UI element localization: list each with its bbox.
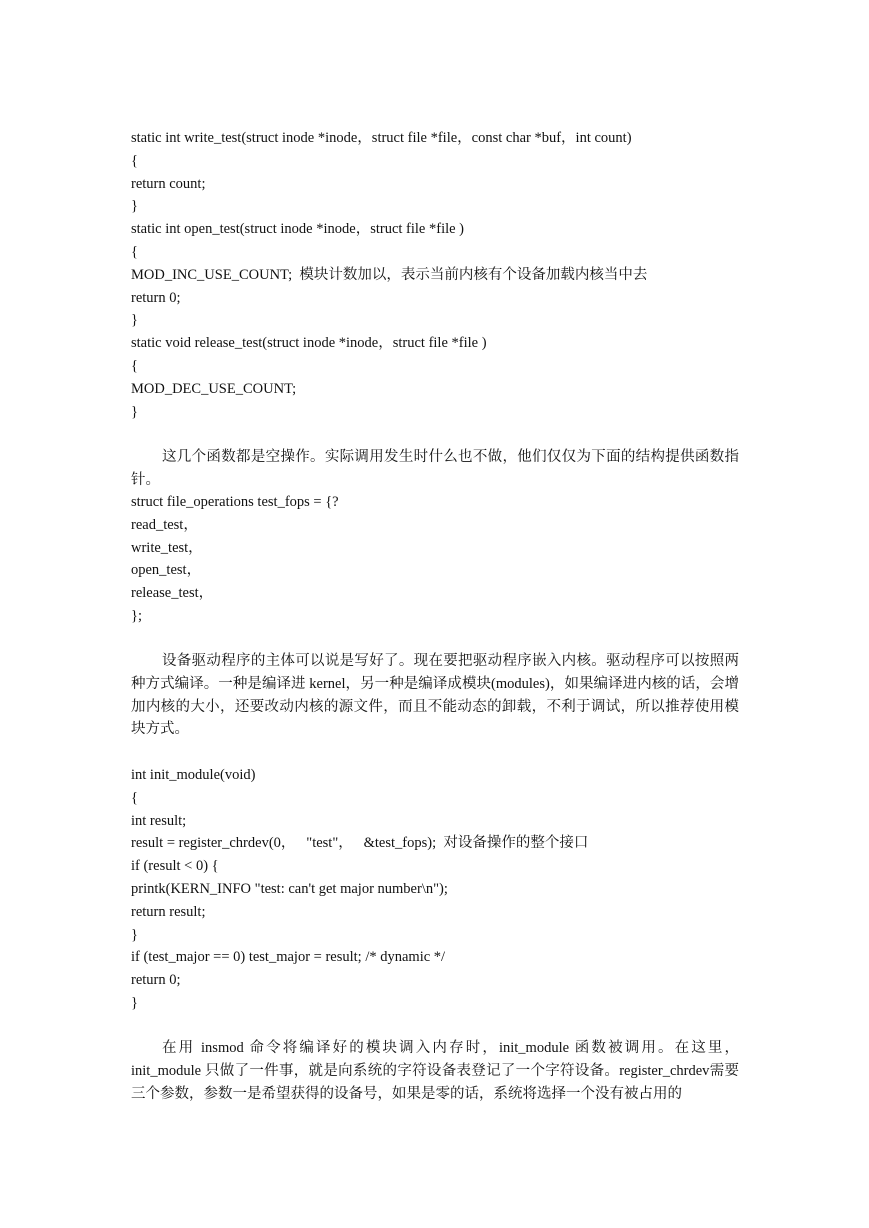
code-line: {	[131, 789, 138, 806]
code-line: return 0;	[131, 289, 181, 306]
code-block-fops-struct	[131, 491, 339, 628]
code-line: struct file_operations test_fops = {?	[131, 494, 339, 510]
code-line: static int open_test(struct inode *inode，struct file *file )	[131, 221, 465, 238]
code-block-init-module	[131, 764, 588, 1015]
code-line: return result;	[131, 903, 206, 920]
code-block-file-ops-functions	[131, 127, 647, 423]
code-line: }	[131, 926, 138, 943]
code-line: {	[131, 243, 138, 260]
code-line: static int write_test(struct inode *inode，struct file *file，const char *buf，int count)	[131, 130, 632, 146]
code-line: release_test，	[131, 585, 214, 602]
code-line: {	[131, 152, 138, 169]
code-line: {	[131, 357, 138, 374]
code-line: MOD_INC_USE_COUNT; 模块计数加以，表示当前内核有个设备加载内核当中去	[131, 266, 648, 283]
paragraph-compile-methods: 设备驱动程序的主体可以说是写好了。现在要把驱动程序嵌入内核。驱动程序可以按照两种方式编译。一种是编译进 kernel，另一种是编译成模块(modules)，如果编译进内核的话，会增加内核的大小，还要改动内核的源文件，而且不能动态的卸载，不利于调试，所以推荐使用模块方式。	[131, 653, 739, 738]
code-line: int init_module(void)	[131, 767, 256, 783]
code-line: }	[131, 198, 138, 215]
code-line: }	[131, 994, 138, 1011]
code-line: write_test，	[131, 539, 203, 556]
code-line: };	[131, 607, 142, 624]
paragraph-empty-operations: 这几个函数都是空操作。实际调用发生时什么也不做，他们仅仅为下面的结构提供函数指针。	[131, 449, 739, 488]
code-line: result = register_chrdev(0， "test"， &test_fops); 对设备操作的整个接口	[131, 835, 589, 852]
code-line: open_test，	[131, 562, 202, 579]
code-line: }	[131, 403, 138, 420]
code-line: if (result < 0) {	[131, 858, 219, 875]
code-line: MOD_DEC_USE_COUNT;	[131, 380, 297, 397]
code-line: static void release_test(struct inode *inode，struct file *file )	[131, 335, 487, 352]
code-line: if (test_major == 0) test_major = result; /* dynamic */	[131, 949, 446, 966]
code-line: int result;	[131, 812, 187, 829]
code-line: }	[131, 312, 138, 329]
code-line: read_test，	[131, 516, 198, 533]
code-line: printk(KERN_INFO "test: can't get major number\n");	[131, 880, 448, 897]
code-line: return 0;	[131, 972, 181, 989]
code-line: return count;	[131, 175, 206, 192]
paragraph-insmod-explanation: 在用 insmod 命令将编译好的模块调入内存时，init_module 函数被调用。在这里，init_module 只做了一件事，就是向系统的字符设备表登记了一个字符设备。register_chrdev需要三个参数，参数一是希望获得的设备号，如果是零的话，系统将选择一个没有被占用的	[131, 1040, 739, 1102]
